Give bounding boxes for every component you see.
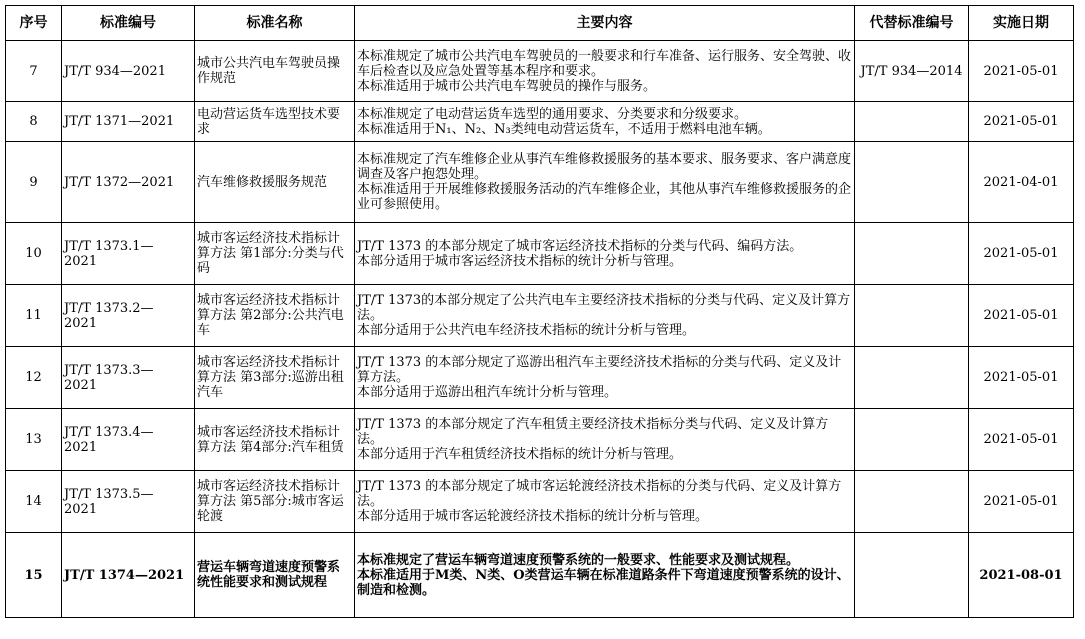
content-paragraph: 本标准规定了电动营运货车选型的通用要求、分类要求和分级要求。 — [357, 106, 748, 122]
standard-name: 城市客运经济技术指标计算方法 第5部分:城市客运轮渡 — [195, 471, 355, 533]
standard-name: 汽车维修救援服务规范 — [195, 142, 355, 223]
header-code: 标准编号 — [62, 6, 195, 41]
table-row — [6, 285, 1074, 347]
header-date: 实施日期 — [969, 6, 1074, 41]
standard-name: 城市客运经济技术指标计算方法 第2部分:公共汽电车 — [195, 285, 355, 347]
standard-name: 城市客运经济技术指标计算方法 第4部分:汽车租赁 — [195, 409, 355, 471]
header-replaced: 代替标准编号 — [855, 6, 969, 41]
row-number: 10 — [6, 223, 62, 285]
replaced-standard — [855, 533, 969, 618]
table-row — [6, 533, 1074, 618]
replaced-standard — [855, 285, 969, 347]
standard-code — [62, 409, 195, 471]
table-row — [6, 142, 1074, 223]
standard-code-line: 2021 — [64, 377, 98, 393]
standard-code — [62, 285, 195, 347]
standard-name: 城市公共汽电车驾驶员操作规范 — [195, 41, 355, 102]
table-row — [6, 347, 1074, 409]
implementation-date: 2021-04-01 — [969, 142, 1074, 223]
standard-name: 营运车辆弯道速度预警系统性能要求和测试规程 — [195, 533, 355, 618]
standards-table — [5, 5, 1074, 618]
content-paragraph: JT/T 1373的本部分规定了公共汽电车主要经济技术指标的分类与代码、定义及计算方法。 — [357, 293, 851, 323]
standard-content — [355, 471, 855, 533]
table-row — [6, 102, 1074, 142]
content-paragraph: 本标准适用于开展维修救援服务活动的汽车维修企业，其他从事汽车维修救援服务的企业可参照使用。 — [357, 182, 852, 212]
standard-name: 城市客运经济技术指标计算方法 第1部分:分类与代码 — [195, 223, 355, 285]
implementation-date: 2021-05-01 — [969, 223, 1074, 285]
content-paragraph: 本部分适用于巡游出租汽车统计分析与管理。 — [357, 385, 618, 400]
standard-content — [355, 142, 855, 223]
standard-code-line: JT/T 1373.1— — [64, 238, 154, 254]
standard-code-line: 2021 — [64, 315, 98, 331]
replaced-standard — [855, 223, 969, 285]
row-number: 13 — [6, 409, 62, 471]
standard-name: 电动营运货车选型技术要求 — [195, 102, 355, 142]
standard-code-line: JT/T 1371—2021 — [64, 114, 175, 129]
implementation-date: 2021-08-01 — [969, 533, 1074, 618]
standard-content — [355, 409, 855, 471]
standard-code-line: 2021 — [64, 253, 98, 269]
content-paragraph: 本部分适用于公共汽电车经济技术指标的统计分析与管理。 — [357, 323, 696, 338]
standard-code — [62, 347, 195, 409]
replaced-standard — [855, 409, 969, 471]
standard-name: 城市客运经济技术指标计算方法 第3部分:巡游出租汽车 — [195, 347, 355, 409]
content-paragraph: 本标准适用于N₁、N₂、N₃类纯电动营运货车，不适用于燃料电池车辆。 — [357, 121, 771, 137]
standard-code-line: JT/T 1373.4— — [64, 424, 154, 440]
header-name: 标准名称 — [195, 6, 355, 41]
replaced-standard — [855, 347, 969, 409]
row-number: 12 — [6, 347, 62, 409]
standard-code — [62, 471, 195, 533]
content-paragraph: 本部分适用于汽车租赁经济技术指标的统计分析与管理。 — [357, 447, 683, 462]
header-row — [6, 6, 1074, 41]
row-number: 7 — [6, 41, 62, 102]
header-no: 序号 — [6, 6, 62, 41]
standard-code — [62, 223, 195, 285]
row-number: 14 — [6, 471, 62, 533]
table-row — [6, 471, 1074, 533]
standard-code — [62, 533, 195, 618]
table-row — [6, 223, 1074, 285]
content-paragraph: 本标准规定了营运车辆弯道速度预警系统的一般要求、性能要求及测试规程。 — [357, 552, 800, 568]
standard-code — [62, 41, 195, 102]
content-paragraph: 本部分适用于城市客运轮渡经济技术指标的统计分析与管理。 — [357, 509, 709, 524]
replaced-standard — [855, 102, 969, 142]
header-content: 主要内容 — [355, 6, 855, 41]
standard-code-line: JT/T 1372—2021 — [64, 174, 175, 190]
standard-code-line: JT/T 1373.5— — [64, 486, 154, 502]
standard-code — [62, 142, 195, 223]
standard-code-line: JT/T 1374—2021 — [64, 567, 185, 583]
implementation-date: 2021-05-01 — [969, 471, 1074, 533]
standard-content — [355, 285, 855, 347]
content-paragraph: JT/T 1373 的本部分规定了汽车租赁主要经济技术指标分类与代码、定义及计算方法。 — [357, 417, 829, 447]
replaced-standard: JT/T 934—2014 — [855, 41, 969, 102]
content-paragraph: 本标准规定了汽车维修企业从事汽车维修救援服务的基本要求、服务要求、客户满意度调查及客户抱怨处理。 — [357, 152, 852, 182]
standard-code-line: 2021 — [64, 501, 98, 517]
table-row — [6, 41, 1074, 102]
standard-code-line: JT/T 1373.3— — [64, 362, 154, 378]
implementation-date: 2021-05-01 — [969, 102, 1074, 142]
row-number: 9 — [6, 142, 62, 223]
implementation-date: 2021-05-01 — [969, 409, 1074, 471]
standard-content — [355, 41, 855, 102]
row-number: 8 — [6, 102, 62, 142]
implementation-date: 2021-05-01 — [969, 347, 1074, 409]
content-paragraph: JT/T 1373 的本部分规定了城市客运轮渡经济技术指标的分类与代码、定义及计算方法。 — [357, 479, 842, 509]
standard-code — [62, 102, 195, 142]
content-paragraph: 本标准适用于城市公共汽电车驾驶员的操作与服务。 — [357, 78, 657, 94]
table-row — [6, 409, 1074, 471]
content-paragraph: 本部分适用于城市客运经济技术指标的统计分析与管理。 — [357, 253, 683, 269]
row-number: 11 — [6, 285, 62, 347]
standard-code-line: JT/T 1373.2— — [64, 300, 154, 316]
implementation-date: 2021-05-01 — [969, 285, 1074, 347]
replaced-standard — [855, 142, 969, 223]
row-number: 15 — [6, 533, 62, 618]
standard-code-line: JT/T 934—2021 — [64, 63, 166, 79]
standard-content — [355, 223, 855, 285]
standard-content — [355, 102, 855, 142]
implementation-date: 2021-05-01 — [969, 41, 1074, 102]
content-paragraph: 本标准规定了城市公共汽电车驾驶员的一般要求和行车准备、运行服务、安全驾驶、收车后检查以及应急处置等基本程序和要求。 — [357, 48, 852, 79]
content-paragraph: JT/T 1373 的本部分规定了巡游出租汽车主要经济技术指标的分类与代码、定义及计算方法。 — [357, 355, 842, 385]
content-paragraph: 本标准适用于M类、N类、O类营运车辆在标准道路条件下弯道速度预警系统的设计、制造和检测。 — [357, 567, 850, 598]
content-paragraph: JT/T 1373 的本部分规定了城市客运经济技术指标的分类与代码、编码方法。 — [357, 238, 803, 254]
standard-content — [355, 347, 855, 409]
standard-content — [355, 533, 855, 618]
standard-code-line: 2021 — [64, 439, 98, 455]
replaced-standard — [855, 471, 969, 533]
